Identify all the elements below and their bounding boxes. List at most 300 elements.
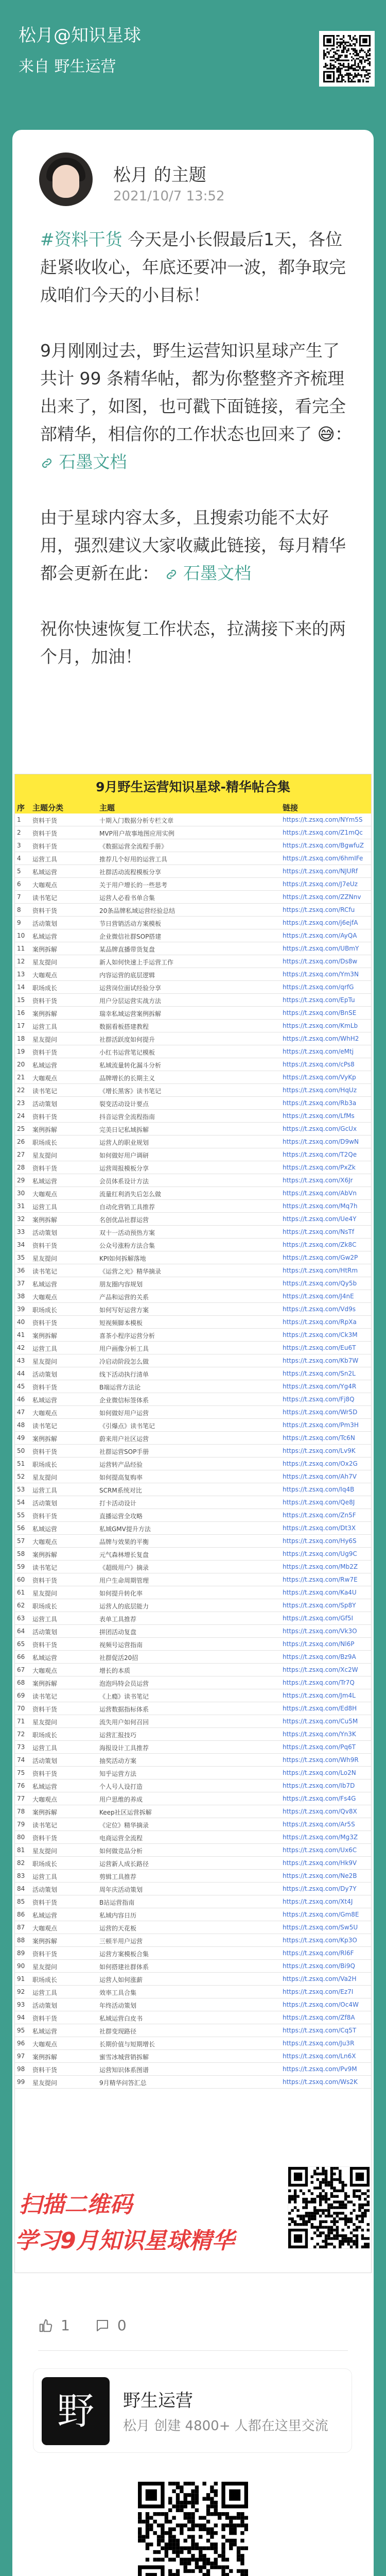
row-topic: 用户画像分析工具 [99,1345,149,1352]
table-row [15,1561,371,1573]
row-link[interactable]: https://t.zsxq.com/KmLb [283,1022,358,1029]
row-link[interactable]: https://t.zsxq.com/NsTf [283,1228,355,1235]
row-category: 资料干货 [32,1951,58,1958]
row-category: 资料干货 [32,1577,58,1584]
row-link[interactable]: https://t.zsxq.com/NJURf [283,868,358,875]
sheet-header-row [15,800,371,814]
col-link: 链接 [283,803,299,812]
row-link[interactable]: https://t.zsxq.com/Kp3O [283,1937,357,1944]
row-category: 资料干货 [32,1448,58,1455]
row-index: 19 [17,1048,25,1055]
table-row [15,1226,371,1239]
row-link[interactable]: https://t.zsxq.com/LfMs [283,1112,355,1120]
row-link[interactable]: https://t.zsxq.com/Mb2Z [283,1563,358,1570]
row-link[interactable]: https://t.zsxq.com/WhH2 [283,1035,359,1042]
col-category: 主题分类 [32,803,64,812]
row-link[interactable]: https://t.zsxq.com/Mq7h [283,1202,358,1210]
row-link[interactable]: https://t.zsxq.com/Zn5F [283,1512,356,1519]
row-topic: 运营方案模板合集 [99,1951,149,1958]
row-link[interactable]: https://t.zsxq.com/Qv8X [283,1808,357,1815]
row-topic: KPI如何拆解落地 [99,1255,146,1262]
row-link[interactable]: https://t.zsxq.com/Ka4U [283,1589,357,1596]
row-link[interactable]: https://t.zsxq.com/Ux6C [283,1846,357,1854]
row-index: 71 [17,1718,25,1725]
row-link[interactable]: https://t.zsxq.com/J4nE [283,1293,354,1300]
row-topic: 社群促活20招 [99,1654,138,1662]
row-topic: 20条品牌私域运营经验总结 [99,907,176,914]
row-index: 75 [17,1769,25,1776]
row-link[interactable]: https://t.zsxq.com/Ug9C [283,1550,357,1557]
like-button[interactable] [38,2317,70,2334]
row-link[interactable]: https://t.zsxq.com/Wr5D [283,1409,358,1416]
row-link[interactable]: https://t.zsxq.com/D9wN [283,1138,359,1145]
row-link[interactable]: https://t.zsxq.com/Ar5S [283,1821,355,1828]
row-link[interactable]: https://t.zsxq.com/Zf8A [283,2014,355,2021]
row-link[interactable]: https://t.zsxq.com/Fs4G [283,1795,356,1802]
row-link[interactable]: https://t.zsxq.com/Wh9R [283,1756,359,1764]
row-topic: 十期入门数据分析专栏文章 [99,817,174,824]
topic-tag[interactable]: #资料干货 [40,229,122,249]
row-link[interactable]: https://t.zsxq.com/Kb7W [283,1357,359,1364]
row-link[interactable]: https://t.zsxq.com/Gf5I [283,1615,353,1622]
table-row [15,981,371,994]
post-card [12,130,374,2576]
row-topic: MVP用户故事地图应用实例 [99,830,174,837]
row-category: 运营工具 [32,1744,58,1752]
table-row [15,1522,371,1535]
row-category: 活动策划 [32,1500,58,1507]
row-category: 星友提问 [32,1036,58,1043]
essence-sheet-image[interactable] [14,774,372,2273]
table-row [15,1020,371,1032]
row-category: 大咖观点 [32,882,58,889]
row-topic: 双十一活动预热方案 [99,1229,155,1236]
row-category: 活动策划 [32,1886,58,1893]
row-link[interactable]: https://t.zsxq.com/Rb3a [283,1099,357,1107]
row-link[interactable]: https://t.zsxq.com/Qy5b [283,1280,357,1287]
row-link[interactable]: https://t.zsxq.com/Ne2B [283,1872,357,1879]
row-category: 读书笔记 [32,1268,58,1275]
table-row [15,1548,371,1561]
row-index: 91 [17,1975,25,1982]
table-row [15,814,371,826]
row-topic: 年终活动策划 [99,2002,137,2009]
row-link[interactable]: https://t.zsxq.com/Rw7E [283,1576,358,1583]
row-link[interactable]: https://t.zsxq.com/HqUz [283,1087,357,1094]
row-topic: B站运营指南 [99,1899,135,1906]
row-link[interactable]: https://t.zsxq.com/Vk3O [283,1628,357,1635]
row-topic: 喜茶小程序运营分析 [99,1332,155,1340]
row-topic: 元气森林增长复盘 [99,1551,149,1558]
row-topic: 电商运营全流程 [99,1835,143,1842]
row-link[interactable]: https://t.zsxq.com/Z1mQc [283,829,363,836]
table-row [15,917,371,929]
row-link[interactable]: https://t.zsxq.com/Ym3N [283,971,359,978]
row-topic: 私域内容日历 [99,1912,137,1919]
row-category: 资料干货 [32,1513,58,1520]
row-link[interactable]: https://t.zsxq.com/UBmY [283,945,359,952]
row-link[interactable]: https://t.zsxq.com/Zk8C [283,1241,357,1248]
row-category: 职场成长 [32,1860,58,1868]
row-category: 私域运营 [32,1062,58,1069]
table-row [15,2024,371,2037]
row-category: 星友提问 [32,1255,58,1262]
row-index: 58 [17,1550,25,1557]
row-link[interactable]: https://t.zsxq.com/Dt3X [283,1524,356,1532]
row-index: 6 [17,880,21,888]
table-row [15,1612,371,1625]
paragraph-1-text: 今天是小长假最后1天，各位赶紧收收心，年底还要冲一波，都争取完成咱们今天的小目标！ [40,229,346,305]
row-link[interactable]: https://t.zsxq.com/Tr7Q [283,1679,355,1686]
row-index: 27 [17,1151,25,1158]
row-link[interactable]: https://t.zsxq.com/Lv9K [283,1447,356,1454]
table-row [15,1509,371,1522]
row-link[interactable]: https://t.zsxq.com/X6Jr [283,1177,353,1184]
row-index: 94 [17,2014,25,2021]
row-index: 63 [17,1615,25,1622]
account-title: 松月@知识星球 [19,25,141,46]
row-link[interactable]: https://t.zsxq.com/Bi9Q [283,1962,355,1970]
row-link[interactable]: https://t.zsxq.com/Fj8Q [283,1396,355,1403]
row-index: 22 [17,1087,25,1094]
row-topic: 公众号涨粉方法合集 [99,1242,155,1249]
row-topic: 《运营之光》精华摘录 [99,1268,162,1275]
like-count: 1 [61,2317,70,2334]
row-index: 42 [17,1344,25,1351]
table-row [15,1483,371,1496]
row-link[interactable]: https://t.zsxq.com/Hk9V [283,1859,357,1867]
row-category: 大咖观点 [32,1538,58,1546]
row-index: 40 [17,1318,25,1326]
row-category: 资料干货 [32,997,58,1005]
row-category: 活动策划 [32,1100,58,1108]
row-link[interactable]: https://t.zsxq.com/cPs8 [283,1061,355,1068]
table-row [15,1676,371,1689]
table-row [15,1303,371,1316]
row-index: 35 [17,1254,25,1261]
row-topic: 小红书运营笔记模板 [99,1049,155,1056]
table-row [15,942,371,955]
doc-link-1[interactable] [40,452,127,472]
row-link[interactable]: https://t.zsxq.com/NYm5S [283,816,363,823]
row-category: 大咖观点 [32,1925,58,1932]
row-topic: 某品牌直播带货复盘 [99,946,155,953]
row-link[interactable]: https://t.zsxq.com/J7eUz [283,880,358,888]
table-row [15,1702,371,1715]
row-index: 1 [17,816,21,823]
row-topic: 新人如何快速上手运营工作 [99,959,174,966]
row-index: 46 [17,1396,25,1403]
comment-button[interactable] [95,2317,127,2334]
row-link[interactable]: https://t.zsxq.com/eMtj [283,1048,354,1055]
row-category: 案例拆解 [32,1680,58,1687]
table-row [15,1110,371,1123]
row-topic: 瑞幸私域运营案例拆解 [99,1010,162,1018]
row-topic: 线下活动执行清单 [99,1371,149,1378]
row-category: 案例拆解 [32,1435,58,1443]
table-row [15,1921,371,1934]
row-category: 案例拆解 [32,946,58,953]
divider [38,2350,348,2351]
table-row [15,1277,371,1290]
row-category: 案例拆解 [32,1126,58,1133]
row-index: 10 [17,932,25,939]
row-topic: 如何提高复购率 [99,1474,143,1481]
table-row [15,1715,371,1728]
row-link[interactable]: https://t.zsxq.com/RCfu [283,906,355,913]
row-index: 38 [17,1293,25,1300]
row-topic: 私域运营白皮书 [99,2015,143,2022]
table-row [15,1239,371,1251]
row-category: 读书笔记 [32,894,58,902]
table-row [15,955,371,968]
table-row [15,968,371,981]
table-row [15,1148,371,1161]
row-topic: 长期价值与短期增长 [99,2041,155,2048]
row-topic: 私域GMV提升方法 [99,1526,151,1533]
row-topic: 运营的天花板 [99,1925,137,1932]
row-topic: 用户分层运营实战方法 [99,997,162,1005]
row-link[interactable]: https://t.zsxq.com/RpXa [283,1318,357,1326]
banner-line-2: 学习9月知识星球精华 [15,2228,235,2254]
row-link[interactable]: https://t.zsxq.com/Lo2N [283,1769,356,1776]
row-category: 活动策划 [32,920,58,927]
row-topic: 运营人的底层能力 [99,1603,149,1610]
row-category: 活动策划 [32,1629,58,1636]
row-link[interactable]: https://t.zsxq.com/Ed8H [283,1705,357,1712]
row-link[interactable]: https://t.zsxq.com/AbVn [283,1190,357,1197]
row-link[interactable]: https://t.zsxq.com/EpTu [283,996,355,1004]
row-link[interactable]: https://t.zsxq.com/Ez7I [283,1988,354,1995]
row-link[interactable]: https://t.zsxq.com/qrfG [283,984,354,991]
row-topic: 产品和运营的关系 [99,1294,149,1301]
row-category: 职场成长 [32,1732,58,1739]
table-row [15,1187,371,1200]
doc-link-2[interactable] [165,563,252,583]
table-row [15,1136,371,1148]
planet-card[interactable] [33,2368,352,2453]
row-link[interactable]: https://t.zsxq.com/Sw5U [283,1924,358,1931]
row-index: 82 [17,1859,25,1867]
row-category: 活动策划 [32,2002,58,2009]
row-topic: 《引爆点》读书笔记 [99,1422,155,1430]
row-link[interactable]: https://t.zsxq.com/Nl6P [283,1640,355,1648]
row-topic: 知乎运营方法 [99,1770,137,1777]
table-row [15,826,371,839]
row-link[interactable]: https://t.zsxq.com/Ck3M [283,1331,358,1338]
row-topic: 增长的本质 [99,1667,131,1674]
table-row [15,1432,371,1445]
row-topic: 《定位》精华摘录 [99,1822,149,1829]
sheet-rows [15,814,371,2089]
row-link[interactable]: https://t.zsxq.com/VyKp [283,1074,356,1081]
row-index: 80 [17,1834,25,1841]
row-index: 32 [17,1215,25,1223]
row-index: 87 [17,1924,25,1931]
row-category: 私域运营 [32,1654,58,1662]
row-index: 51 [17,1460,25,1467]
row-category: 大咖观点 [32,1294,58,1301]
row-link[interactable]: https://t.zsxq.com/ZZNnv [283,893,361,901]
post-author[interactable]: 松月 的主题 [113,165,206,185]
table-row [15,891,371,904]
row-topic: 周年庆活动策划 [99,1886,143,1893]
row-link[interactable]: https://t.zsxq.com/Va2H [283,1975,357,1982]
row-link[interactable]: https://t.zsxq.com/Qe8J [283,1499,355,1506]
row-link[interactable]: https://t.zsxq.com/Ox2G [283,1460,358,1467]
row-index: 31 [17,1202,25,1210]
row-index: 55 [17,1512,25,1519]
table-row [15,904,371,917]
row-link[interactable]: https://t.zsxq.com/T2Qe [283,1151,357,1158]
row-topic: 《增长黑客》读书笔记 [99,1088,162,1095]
row-link[interactable]: https://t.zsxq.com/Gm8E [283,1911,359,1918]
paragraph-3-text: 由于星球内容太多，且搜索功能不太好用，强烈建议大家收藏此链接，每月精华都会更新在此： [40,507,346,583]
row-category: 资料干货 [32,817,58,824]
row-index: 30 [17,1190,25,1197]
table-row [15,1367,371,1380]
table-row [15,1200,371,1213]
row-topic: 剪辑工具推荐 [99,1873,137,1880]
row-index: 60 [17,1576,25,1583]
row-index: 68 [17,1679,25,1686]
row-topic: 视频号运营指南 [99,1641,143,1649]
row-index: 85 [17,1898,25,1905]
row-topic: 数据看板搭建教程 [99,1023,149,1030]
row-link[interactable]: https://t.zsxq.com/Vd9s [283,1306,356,1313]
row-topic: 蜜雪冰城营销拆解 [99,2054,149,2061]
row-link[interactable]: https://t.zsxq.com/Pv9M [283,2065,357,2073]
row-link[interactable]: https://t.zsxq.com/Tc6N [283,1434,355,1442]
row-link[interactable]: https://t.zsxq.com/HtRm [283,1267,358,1274]
row-topic: 节日营销活动方案模板 [99,920,162,927]
row-link[interactable]: https://t.zsxq.com/Xc2W [283,1666,358,1673]
row-link[interactable]: https://t.zsxq.com/Hy6S [283,1537,357,1545]
row-link[interactable]: https://t.zsxq.com/Xt4J [283,1898,353,1905]
row-topic: 如何做竞品分析 [99,1848,143,1855]
row-topic: 社群活动流程模板分享 [99,869,162,876]
table-row [15,1728,371,1741]
row-link[interactable]: https://t.zsxq.com/Eu6T [283,1344,356,1351]
row-category: 职场成长 [32,1139,58,1146]
bottom-qr-code[interactable] [138,2482,248,2576]
row-link[interactable]: https://t.zsxq.com/BnSE [283,1009,357,1016]
row-category: 读书笔记 [32,1822,58,1829]
row-index: 81 [17,1846,25,1854]
row-link[interactable]: https://t.zsxq.com/Ib7D [283,1782,355,1789]
row-index: 83 [17,1872,25,1879]
table-row [15,839,371,852]
paragraph-3 [40,504,354,587]
row-index: 65 [17,1640,25,1648]
table-row [15,1599,371,1612]
row-link[interactable]: https://t.zsxq.com/AyQA [283,932,357,939]
row-link[interactable]: https://t.zsxq.com/Yg4R [283,1383,357,1390]
row-index: 7 [17,893,21,901]
row-index: 36 [17,1267,25,1274]
link-icon [165,568,178,581]
row-category: 资料干货 [32,1242,58,1249]
row-index: 76 [17,1782,25,1789]
row-topic: 运营转产品经验 [99,1461,143,1468]
row-topic: 自动化营销工具推荐 [99,1204,155,1211]
row-link[interactable]: https://t.zsxq.com/Pq6T [283,1743,356,1751]
row-link[interactable]: https://t.zsxq.com/PxZk [283,1164,356,1171]
row-category: 活动策划 [32,1757,58,1765]
row-category: 资料干货 [32,1319,58,1327]
row-category: 资料干货 [32,1899,58,1906]
row-topic: 会员体系设计方法 [99,1178,149,1185]
row-category: 运营工具 [32,1616,58,1623]
row-topic: 海报设计工具推荐 [99,1744,149,1752]
row-link[interactable]: https://t.zsxq.com/Ue4Y [283,1215,357,1223]
row-index: 11 [17,945,25,952]
table-row [15,1986,371,1998]
row-index: 12 [17,958,25,965]
row-link[interactable]: https://t.zsxq.com/Ln6X [283,2053,356,2060]
row-category: 案例拆解 [32,1216,58,1224]
row-link[interactable]: https://t.zsxq.com/Cu5M [283,1718,358,1725]
row-link[interactable]: https://t.zsxq.com/Iq4B [283,1486,355,1493]
row-link[interactable]: https://t.zsxq.com/GcUx [283,1125,357,1132]
avatar[interactable] [39,152,93,206]
row-link[interactable]: https://t.zsxq.com/Mg3Z [283,1834,358,1841]
row-category: 职场成长 [32,1603,58,1610]
row-link[interactable]: https://t.zsxq.com/Bz9A [283,1653,356,1660]
table-row [15,1960,371,1973]
row-link[interactable]: https://t.zsxq.com/Ds8w [283,958,358,965]
row-link[interactable]: https://t.zsxq.com/Sp8Y [283,1602,356,1609]
row-link[interactable]: https://t.zsxq.com/Ws2K [283,2078,358,2086]
row-link[interactable]: https://t.zsxq.com/Gw2P [283,1254,358,1261]
row-category: 资料干货 [32,843,58,850]
row-index: 9 [17,919,21,926]
row-link[interactable]: https://t.zsxq.com/Sn2L [283,1370,356,1377]
table-row [15,1973,371,1986]
row-link[interactable]: https://t.zsxq.com/Pm3H [283,1421,359,1429]
row-topic: 打卡活动设计 [99,1500,137,1507]
row-link[interactable]: https://t.zsxq.com/Oc4W [283,2001,359,2008]
row-link[interactable]: https://t.zsxq.com/Yn3K [283,1731,356,1738]
table-row [15,1342,371,1354]
row-topic: 裂变活动设计要点 [99,1100,149,1108]
row-link[interactable]: https://t.zsxq.com/Dy7Y [283,1885,357,1892]
row-topic: 朋友圈内容规划 [99,1281,143,1288]
table-row [15,1573,371,1586]
post-actions [38,2317,127,2334]
table-row [15,1805,371,1818]
table-row [15,1934,371,1947]
row-category: 活动策划 [32,1371,58,1378]
row-link[interactable]: https://t.zsxq.com/BgwfuZ [283,842,364,849]
row-link[interactable]: https://t.zsxq.com/Jm4L [283,1692,356,1699]
row-link[interactable]: https://t.zsxq.com/Ju3R [283,2040,355,2047]
row-link[interactable]: https://t.zsxq.com/Cq5T [283,2027,357,2034]
table-row [15,1419,371,1432]
row-category: 案例拆解 [32,1010,58,1018]
row-category: 私域运营 [32,2028,58,2035]
row-category: 读书笔记 [32,1693,58,1700]
row-link[interactable]: https://t.zsxq.com/Rl6F [283,1950,354,1957]
header [19,23,141,79]
row-link[interactable]: https://t.zsxq.com/Ah7V [283,1473,357,1480]
row-link[interactable]: https://t.zsxq.com/6hmIFe [283,855,363,862]
row-link[interactable]: https://t.zsxq.com/j6ejfA [283,919,358,926]
row-category: 活动策划 [32,1229,58,1236]
table-row [15,1831,371,1844]
row-category: 资料干货 [32,1641,58,1649]
row-index: 16 [17,1009,25,1016]
